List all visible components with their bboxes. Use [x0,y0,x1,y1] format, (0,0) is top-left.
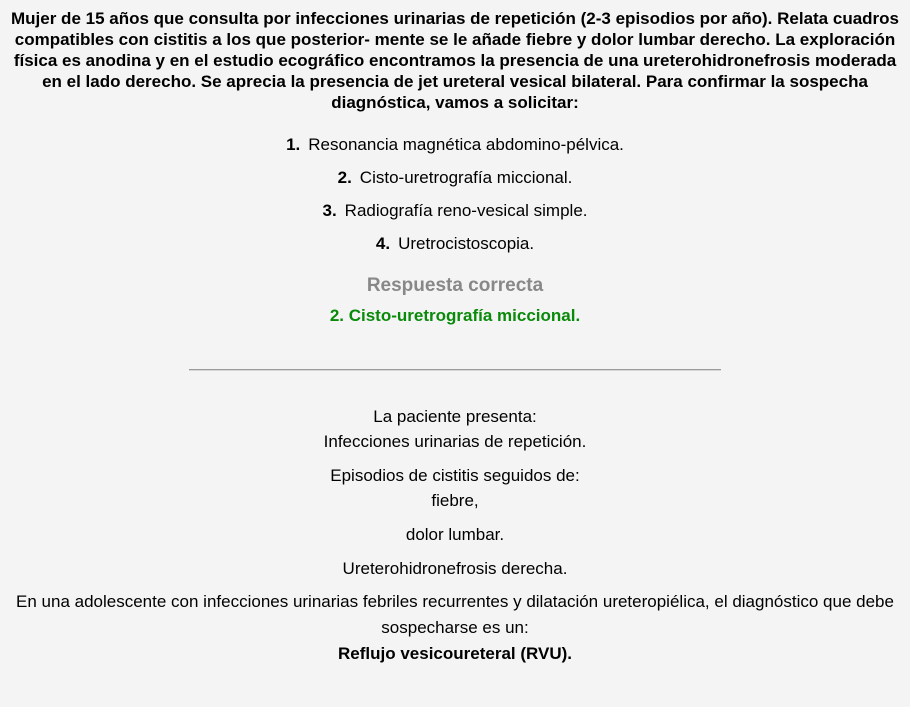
correct-answer-label: Respuesta correcta [366,275,544,296]
diagnosis-text: Reflujo vesicoureteral (RVU). [338,644,572,663]
options-list [0,128,910,260]
option-number: 3. [322,201,337,220]
question-text: Mujer de 15 años que consulta por infecciones urinarias de repetición (2-3 episodios por año). Relata cuadros compatibles con cistitis a los que posterior- mente se le añade fiebre y dolor lumbar derecho. La exploración física es anodina y en el estudio ecográfico encontramos la presencia de una ureterohidronefrosis moderada en el lado derecho. Se aprecia la presencia de jet ureteral vesical bilateral. Para confirmar la sospecha diagnóstica, vamos a solicitar: [11,9,899,112]
option-number: 4. [375,234,391,253]
option-label: Radiografía reno-vesical simple. [344,201,588,220]
option-label: Resonancia magnética abdomino-pélvica. [308,135,624,154]
option-label: Cisto-uretrografía miccional. [359,168,573,187]
explanation-section [0,404,910,667]
section-divider [189,369,721,371]
explanation-point: Episodios de cistitis seguidos de: [330,466,580,485]
explanation-point: Infecciones urinarias de repetición. [323,432,587,451]
explanation-intro: La paciente presenta: [373,407,537,426]
option-1[interactable] [0,128,910,161]
explanation-subpoint: dolor lumbar. [405,525,505,544]
option-4[interactable] [0,227,910,260]
explanation-point: Ureterohidronefrosis derecha. [342,559,568,578]
option-number: 1. [286,135,301,154]
option-2[interactable] [0,161,910,194]
option-label: Uretrocistoscopia. [398,234,535,253]
explanation-subpoint: fiebre, [431,491,479,510]
correct-answer-value: 2. Cisto-uretrografía miccional. [329,306,581,325]
option-3[interactable] [0,194,910,227]
option-number: 2. [337,168,352,187]
explanation-conclusion: En una adolescente con infecciones urinarias febriles recurrentes y dilatación ureteropiélica, el diagnóstico que debe sospecharse es un: [16,592,894,637]
